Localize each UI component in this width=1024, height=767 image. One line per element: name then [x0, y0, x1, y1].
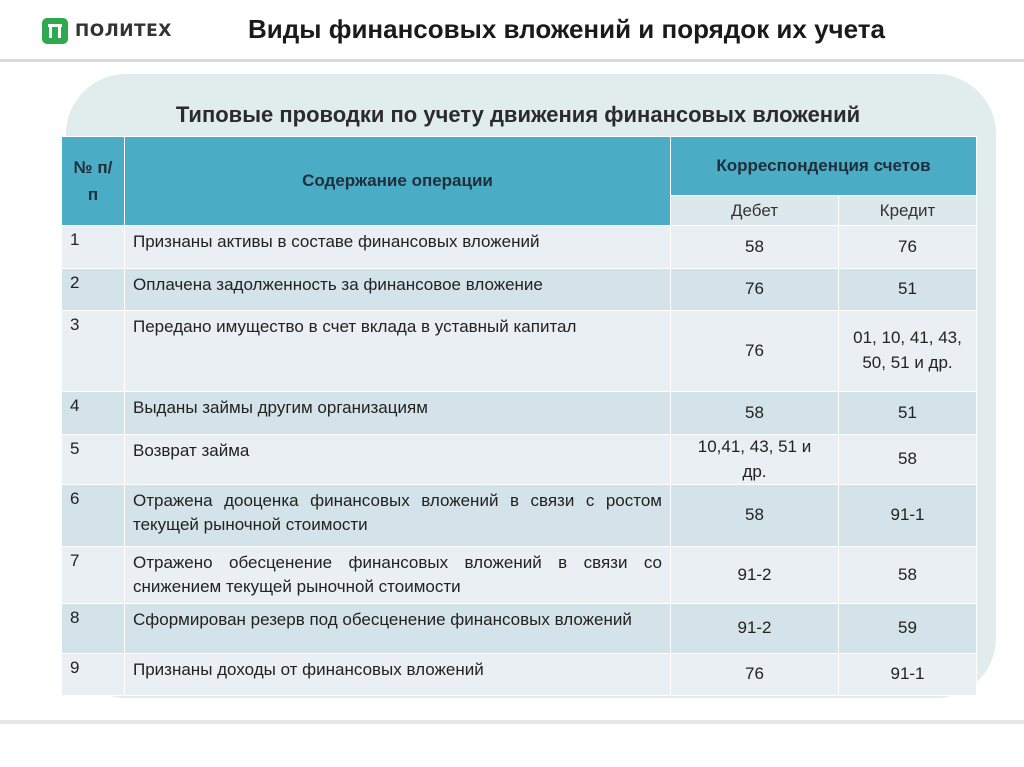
table-row — [62, 392, 977, 435]
row-number: 1 — [62, 226, 125, 269]
row-debit: 76 — [671, 269, 839, 311]
row-number: 8 — [62, 603, 125, 653]
row-debit: 58 — [671, 485, 839, 547]
row-debit: 58 — [671, 392, 839, 435]
header-bar — [0, 0, 1024, 62]
table-row — [62, 226, 977, 269]
politech-logo-icon — [42, 18, 68, 44]
panel-title: Типовые проводки по учету движения финансовых вложений — [175, 102, 861, 127]
row-credit: 58 — [839, 547, 977, 604]
logo-text: ПОЛИТЕХ — [75, 21, 172, 41]
row-number: 9 — [62, 653, 125, 695]
col-content-header: Содержание операции — [125, 137, 671, 226]
row-number: 5 — [62, 435, 125, 485]
table-row — [62, 653, 977, 695]
row-content: Передано имущество в счет вклада в уставный капитал — [125, 311, 671, 392]
col-credit-header: Кредит — [839, 196, 977, 226]
row-content: Отражено обесценение финансовых вложений в связи со снижением текущей рыночной стоимости — [125, 547, 671, 604]
row-content: Выданы займы другим организациям — [125, 392, 671, 435]
row-credit: 51 — [839, 269, 977, 311]
row-credit: 51 — [839, 392, 977, 435]
table-row — [62, 435, 977, 485]
row-content: Признаны активы в составе финансовых вложений — [125, 226, 671, 269]
row-number: 2 — [62, 269, 125, 311]
table-row — [62, 269, 977, 311]
table-row — [62, 603, 977, 653]
row-credit: 91-1 — [839, 653, 977, 695]
row-content: Оплачена задолженность за финансовое вложение — [125, 269, 671, 311]
row-number: 4 — [62, 392, 125, 435]
logo — [42, 18, 172, 44]
row-number: 3 — [62, 311, 125, 392]
row-credit: 59 — [839, 603, 977, 653]
row-credit: 58 — [839, 435, 977, 485]
row-credit: 76 — [839, 226, 977, 269]
row-debit: 76 — [671, 653, 839, 695]
footer-divider — [0, 720, 1024, 724]
col-debit-header: Дебет — [671, 196, 839, 226]
row-credit: 01, 10, 41, 43, 50, 51 и др. — [839, 311, 977, 392]
row-number: 7 — [62, 547, 125, 604]
row-number: 6 — [62, 485, 125, 547]
row-debit: 91-2 — [671, 547, 839, 604]
postings-table — [61, 136, 977, 696]
row-content: Возврат займа — [125, 435, 671, 485]
row-debit: 10,41, 43, 51 и др. — [671, 435, 839, 485]
row-content: Отражена дооценка финансовых вложений в связи с ростом текущей рыночной стоимости — [125, 485, 671, 547]
col-number-header: № п/п — [62, 137, 125, 226]
table-row — [62, 311, 977, 392]
table-row — [62, 547, 977, 604]
col-correspondence-header: Корреспонденция счетов — [671, 137, 977, 196]
table-row — [62, 485, 977, 547]
row-content: Сформирован резерв под обесценение финансовых вложений — [125, 603, 671, 653]
row-debit: 58 — [671, 226, 839, 269]
row-debit: 91-2 — [671, 603, 839, 653]
row-debit: 76 — [671, 311, 839, 392]
row-content: Признаны доходы от финансовых вложений — [125, 653, 671, 695]
page-title: Виды финансовых вложений и порядок их учета — [248, 14, 885, 44]
row-credit: 91-1 — [839, 485, 977, 547]
